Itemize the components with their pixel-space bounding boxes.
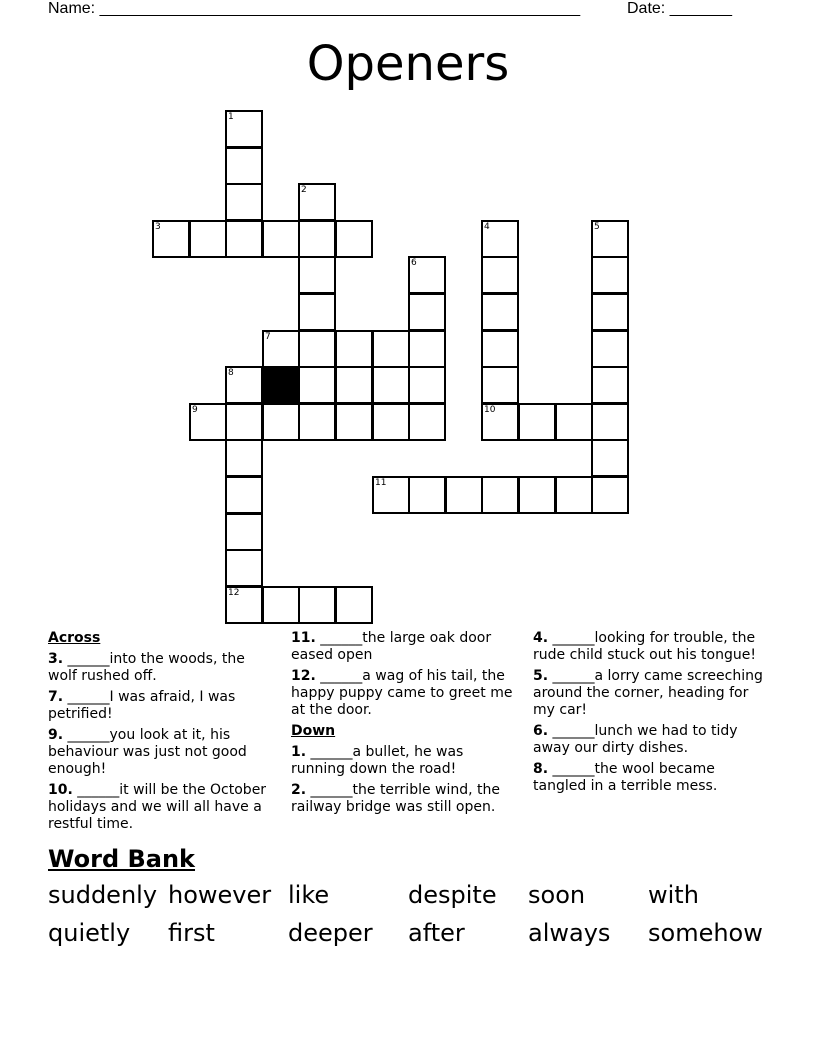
crossword-cell[interactable] <box>591 256 629 294</box>
crossword-cell[interactable] <box>225 549 263 587</box>
crossword-cell[interactable] <box>481 256 519 294</box>
clue-down-6 <box>533 723 765 757</box>
clue-down-8 <box>533 761 765 795</box>
crossword-cell[interactable] <box>481 403 519 441</box>
crossword-cell[interactable] <box>152 220 190 258</box>
clue-text: ______the large oak door eased open <box>291 630 492 663</box>
crossword-cell[interactable] <box>225 183 263 221</box>
crossword-cell[interactable] <box>335 330 373 368</box>
clue-across-9 <box>48 727 270 778</box>
clue-text: ______lunch we had to tidy away our dirty dishes. <box>533 723 738 756</box>
clue-number-label: 9 <box>192 405 198 415</box>
clue-number-label: 12 <box>228 588 240 598</box>
name-field[interactable]: Name: ______________________________________________________ <box>48 0 581 17</box>
word-bank-item: like <box>288 881 330 909</box>
clue-down-2 <box>291 782 516 816</box>
crossword-cell[interactable] <box>298 366 336 404</box>
clue-number: 2. <box>291 782 307 798</box>
crossword-black-cell <box>262 366 300 404</box>
word-bank <box>48 878 788 950</box>
clue-number: 3. <box>48 651 64 667</box>
clue-number-label: 2 <box>301 185 307 195</box>
crossword-cell[interactable] <box>225 220 263 258</box>
word-bank-item: with <box>648 881 699 909</box>
clue-across-11 <box>291 630 516 664</box>
crossword-cell[interactable] <box>591 293 629 331</box>
crossword-cell[interactable] <box>591 439 629 477</box>
crossword-cell[interactable] <box>481 366 519 404</box>
crossword-cell[interactable] <box>298 293 336 331</box>
crossword-cell[interactable] <box>481 220 519 258</box>
word-bank-item: somehow <box>648 919 763 947</box>
word-bank-item: always <box>528 919 611 947</box>
crossword-cell[interactable] <box>189 220 227 258</box>
clue-across-3 <box>48 651 270 685</box>
date-field[interactable]: Date: _______ <box>627 0 732 17</box>
crossword-cell[interactable] <box>372 403 410 441</box>
crossword-cell[interactable] <box>335 220 373 258</box>
clue-down-5 <box>533 668 765 719</box>
crossword-cell[interactable] <box>591 403 629 441</box>
crossword-cell[interactable] <box>298 330 336 368</box>
clue-down-1 <box>291 744 516 778</box>
crossword-cell[interactable] <box>225 476 263 514</box>
clue-across-12 <box>291 668 516 719</box>
clue-down-4 <box>533 630 765 664</box>
crossword-cell[interactable] <box>372 330 410 368</box>
word-bank-title: Word Bank <box>48 845 196 873</box>
crossword-cell[interactable] <box>408 476 446 514</box>
clue-number: 10. <box>48 782 73 798</box>
crossword-cell[interactable] <box>225 110 263 148</box>
crossword-cell[interactable] <box>298 220 336 258</box>
word-bank-item: soon <box>528 881 586 909</box>
clue-number: 7. <box>48 689 64 705</box>
clue-across-10 <box>48 782 270 833</box>
crossword-cell[interactable] <box>372 476 410 514</box>
clue-text: ______a wag of his tail, the happy puppy came to greet me at the door. <box>291 668 513 718</box>
word-bank-item: however <box>168 881 272 909</box>
clue-number-label: 11 <box>375 478 387 488</box>
crossword-cell[interactable] <box>591 220 629 258</box>
word-bank-item: deeper <box>288 919 373 947</box>
crossword-cell[interactable] <box>591 366 629 404</box>
clue-text: ______the wool became tangled in a terrible mess. <box>533 761 718 794</box>
crossword-cell[interactable] <box>225 586 263 624</box>
clue-number: 6. <box>533 723 549 739</box>
crossword-cell[interactable] <box>262 586 300 624</box>
across-heading: Across <box>48 630 101 646</box>
clues-column-1 <box>48 630 270 837</box>
crossword-cell[interactable] <box>262 330 300 368</box>
crossword-cell[interactable] <box>189 403 227 441</box>
crossword-cell[interactable] <box>335 366 373 404</box>
crossword-cell[interactable] <box>408 293 446 331</box>
word-bank-item: suddenly <box>48 881 158 909</box>
clue-number: 11. <box>291 630 316 646</box>
crossword-cell[interactable] <box>298 183 336 221</box>
clue-number-label: 8 <box>228 368 234 378</box>
clue-number-label: 6 <box>411 258 417 268</box>
crossword-cell[interactable] <box>335 586 373 624</box>
clue-number-label: 3 <box>155 222 161 232</box>
crossword-cell[interactable] <box>225 366 263 404</box>
crossword-cell[interactable] <box>225 513 263 551</box>
crossword-cell[interactable] <box>262 220 300 258</box>
crossword-cell[interactable] <box>518 476 556 514</box>
word-bank-item: first <box>168 919 215 947</box>
crossword-cell[interactable] <box>408 366 446 404</box>
crossword-cell[interactable] <box>591 476 629 514</box>
clue-number-label: 1 <box>228 112 234 122</box>
crossword-cell[interactable] <box>481 293 519 331</box>
clue-number: 9. <box>48 727 64 743</box>
page-title: Openers <box>306 36 510 92</box>
clue-number: 8. <box>533 761 549 777</box>
clue-number-label: 7 <box>265 332 271 342</box>
crossword-cell[interactable] <box>408 330 446 368</box>
clue-number-label: 4 <box>484 222 490 232</box>
clue-text: ______I was afraid, I was petrified! <box>48 689 236 722</box>
clue-text: ______you look at it, his behaviour was just not good enough! <box>48 727 247 777</box>
clue-number: 5. <box>533 668 549 684</box>
crossword-cell[interactable] <box>555 476 593 514</box>
clue-number-label: 5 <box>594 222 600 232</box>
clues-column-2 <box>291 630 516 820</box>
clues-column-3 <box>533 630 765 799</box>
clue-number-label: 10 <box>484 405 496 415</box>
crossword-cell[interactable] <box>298 403 336 441</box>
word-bank-item: after <box>408 919 465 947</box>
clue-text: ______the terrible wind, the railway bridge was still open. <box>291 782 501 815</box>
crossword-cell[interactable] <box>481 476 519 514</box>
crossword-cell[interactable] <box>445 476 483 514</box>
crossword-cell[interactable] <box>408 256 446 294</box>
word-bank-item: quietly <box>48 919 131 947</box>
crossword-cell[interactable] <box>225 403 263 441</box>
word-bank-item: despite <box>408 881 497 909</box>
down-heading: Down <box>291 723 336 739</box>
clue-across-7 <box>48 689 270 723</box>
crossword-cell[interactable] <box>335 403 373 441</box>
crossword-cell[interactable] <box>408 403 446 441</box>
crossword-cell[interactable] <box>372 366 410 404</box>
clue-text: ______it will be the October holidays and we will all have a restful time. <box>48 782 267 832</box>
crossword-cell[interactable] <box>555 403 593 441</box>
clue-text: ______looking for trouble, the rude child stuck out his tongue! <box>533 630 756 663</box>
crossword-cell[interactable] <box>518 403 556 441</box>
crossword-cell[interactable] <box>591 330 629 368</box>
clue-text: ______into the woods, the wolf rushed off. <box>48 651 245 684</box>
crossword-cell[interactable] <box>225 439 263 477</box>
crossword-cell[interactable] <box>298 256 336 294</box>
crossword-cell[interactable] <box>262 403 300 441</box>
crossword-cell[interactable] <box>298 586 336 624</box>
clue-text: ______a lorry came screeching around the corner, heading for my car! <box>533 668 763 718</box>
clue-number: 12. <box>291 668 316 684</box>
crossword-cell[interactable] <box>225 147 263 185</box>
clue-text: ______a bullet, he was running down the road! <box>291 744 464 777</box>
crossword-cell[interactable] <box>481 330 519 368</box>
clue-number: 4. <box>533 630 549 646</box>
clue-number: 1. <box>291 744 307 760</box>
